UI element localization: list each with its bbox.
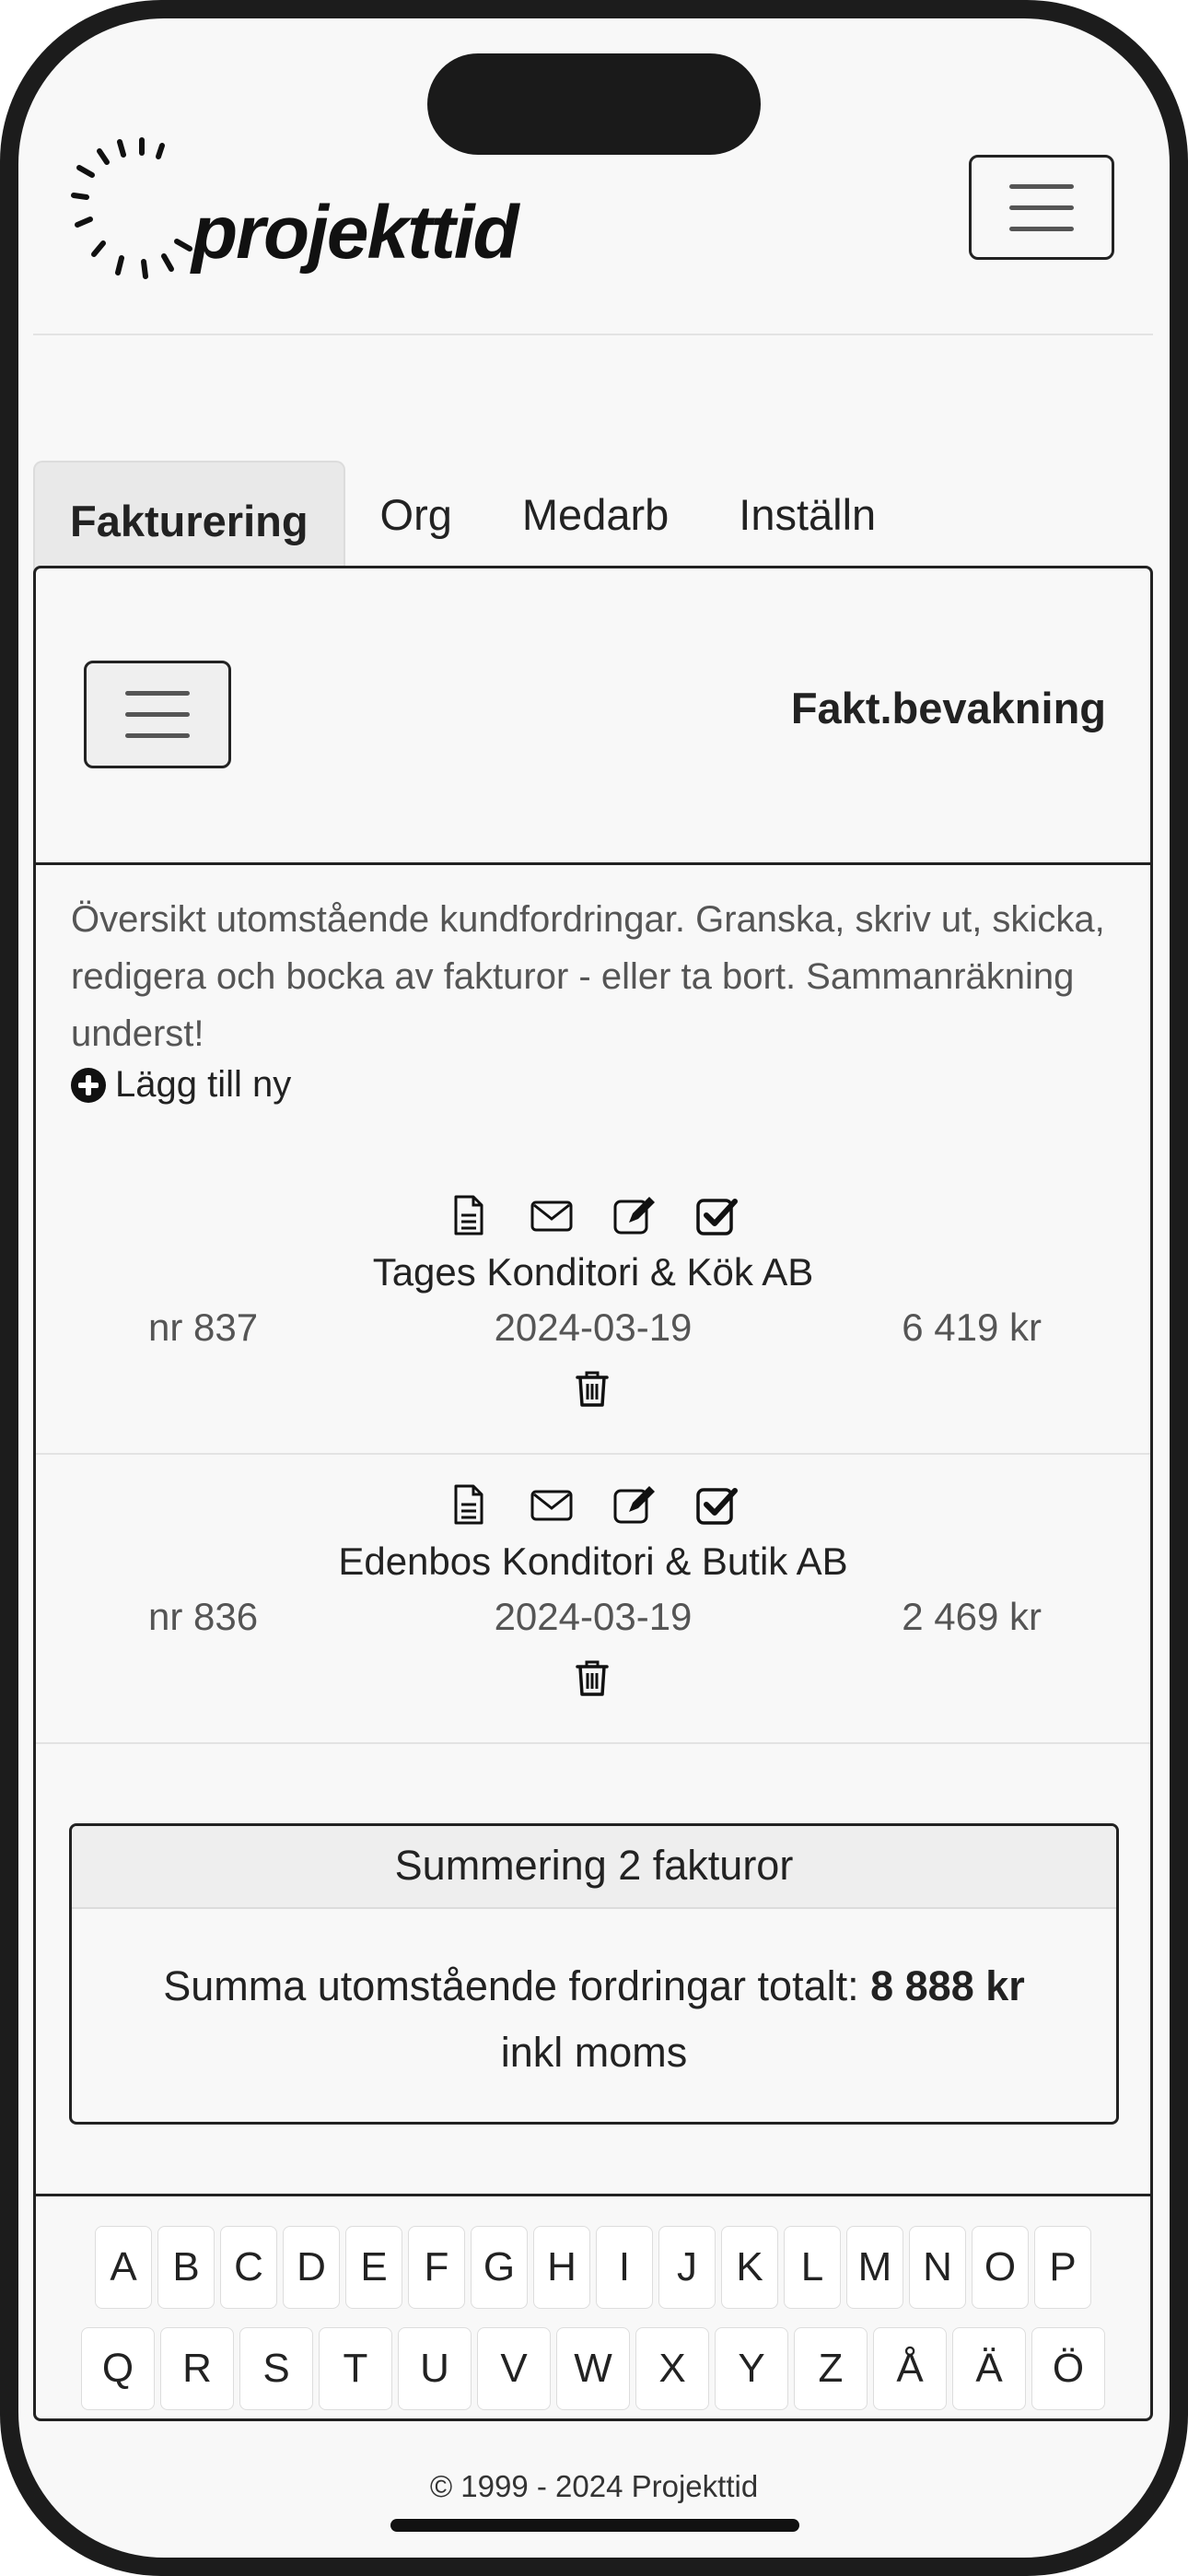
menu-bar [1009,184,1074,189]
document-icon[interactable] [447,1482,491,1527]
card-menu-button[interactable] [84,661,231,768]
invoice-number: nr 837 [148,1306,259,1349]
letter-key[interactable]: Å [873,2327,947,2410]
card-title: Fakt.bevakning [790,684,1106,732]
envelope-icon[interactable] [530,1482,574,1527]
menu-bar [1009,227,1074,231]
letter-key[interactable]: E [345,2226,402,2309]
letter-key[interactable]: K [721,2226,778,2309]
menu-bar [125,733,190,738]
letter-key[interactable]: C [220,2226,277,2309]
summary-heading: Summering 2 fakturor [72,1826,1116,1909]
alphabet-filter [36,2194,1150,2422]
card-header [36,568,1150,865]
add-new-label: Lägg till ny [115,1064,292,1105]
invoice-amount: 6 419 kr [902,1306,1042,1349]
trash-icon[interactable] [572,1657,612,1698]
invoice-amount: 2 469 kr [902,1595,1042,1638]
menu-bar [125,691,190,696]
invoice-actions [36,1482,1150,1527]
letter-key[interactable]: O [972,2226,1029,2309]
letter-key[interactable]: Z [794,2327,868,2410]
invoice-date: 2024-03-19 [494,1595,693,1638]
summary-text: Summa utomstående fordringar totalt: [163,1962,871,2009]
tab-fakturering[interactable]: Fakturering [33,461,345,579]
plus-circle-icon [71,1068,106,1103]
letter-key[interactable]: W [556,2327,630,2410]
edit-icon[interactable] [612,1193,657,1237]
letter-key[interactable]: X [635,2327,709,2410]
summary-vat-note: inkl moms [500,2029,688,2076]
main-menu-button[interactable] [969,155,1114,260]
invoice-card [33,566,1153,2421]
letter-key[interactable]: L [784,2226,841,2309]
summary-total: 8 888 kr [870,1962,1025,2009]
letter-key[interactable]: I [596,2226,653,2309]
summary-body [72,1909,1116,2086]
customer-name: Edenbos Konditori & Butik AB [338,1540,848,1583]
invoice-row [36,1165,1150,1455]
letter-key[interactable]: Ö [1031,2327,1105,2410]
letter-key[interactable]: Q [81,2327,155,2410]
edit-icon[interactable] [612,1482,657,1527]
checkbox-icon[interactable] [695,1193,740,1237]
menu-bar [125,712,190,717]
header-divider [33,334,1153,335]
invoice-date: 2024-03-19 [494,1306,693,1349]
home-indicator[interactable] [390,2519,799,2532]
invoice-actions [36,1193,1150,1237]
tab-medarb[interactable]: Medarb [521,489,670,539]
letter-key[interactable]: M [846,2226,903,2309]
summary-box [69,1823,1119,2125]
alphabet-row [36,2327,1150,2410]
letter-key[interactable]: N [909,2226,966,2309]
document-icon[interactable] [447,1193,491,1237]
letter-key[interactable]: D [283,2226,340,2309]
letter-key[interactable]: A [95,2226,152,2309]
letter-key[interactable]: V [477,2327,551,2410]
checkbox-icon[interactable] [695,1482,740,1527]
invoice-row [36,1455,1150,1744]
screen [18,18,1170,2558]
alphabet-row [36,2226,1150,2309]
letter-key[interactable]: T [319,2327,392,2410]
logo-text: projekttid [192,191,518,275]
letter-key[interactable]: P [1034,2226,1091,2309]
letter-key[interactable]: R [160,2327,234,2410]
letter-key[interactable]: H [533,2226,590,2309]
tab-bar [33,455,911,584]
letter-key[interactable]: S [239,2327,313,2410]
sunburst-icon [63,127,201,302]
envelope-icon[interactable] [530,1193,574,1237]
projekttid-logo[interactable] [63,127,518,311]
letter-key[interactable]: F [408,2226,465,2309]
trash-icon[interactable] [572,1368,612,1409]
tab-org[interactable]: Org [379,489,452,539]
intro-text: Översikt utomstående kundfordringar. Granska, skriv ut, skicka, redigera och bocka av fakturor - eller ta bort. Sammanräkning underst! [71,899,1105,1054]
footer-copyright: © 1999 - 2024 Projekttid [429,2469,759,2503]
invoice-number: nr 836 [148,1595,259,1638]
letter-key[interactable]: B [157,2226,215,2309]
add-new-link[interactable] [71,1064,291,1106]
letter-key[interactable]: G [471,2226,528,2309]
letter-key[interactable]: U [398,2327,472,2410]
menu-bar [1009,205,1074,210]
customer-name: Tages Konditori & Kök AB [372,1250,814,1294]
letter-key[interactable]: Ä [952,2327,1026,2410]
letter-key[interactable]: Y [715,2327,788,2410]
tab-installn[interactable]: Inställn [739,489,877,539]
letter-key[interactable]: J [658,2226,716,2309]
